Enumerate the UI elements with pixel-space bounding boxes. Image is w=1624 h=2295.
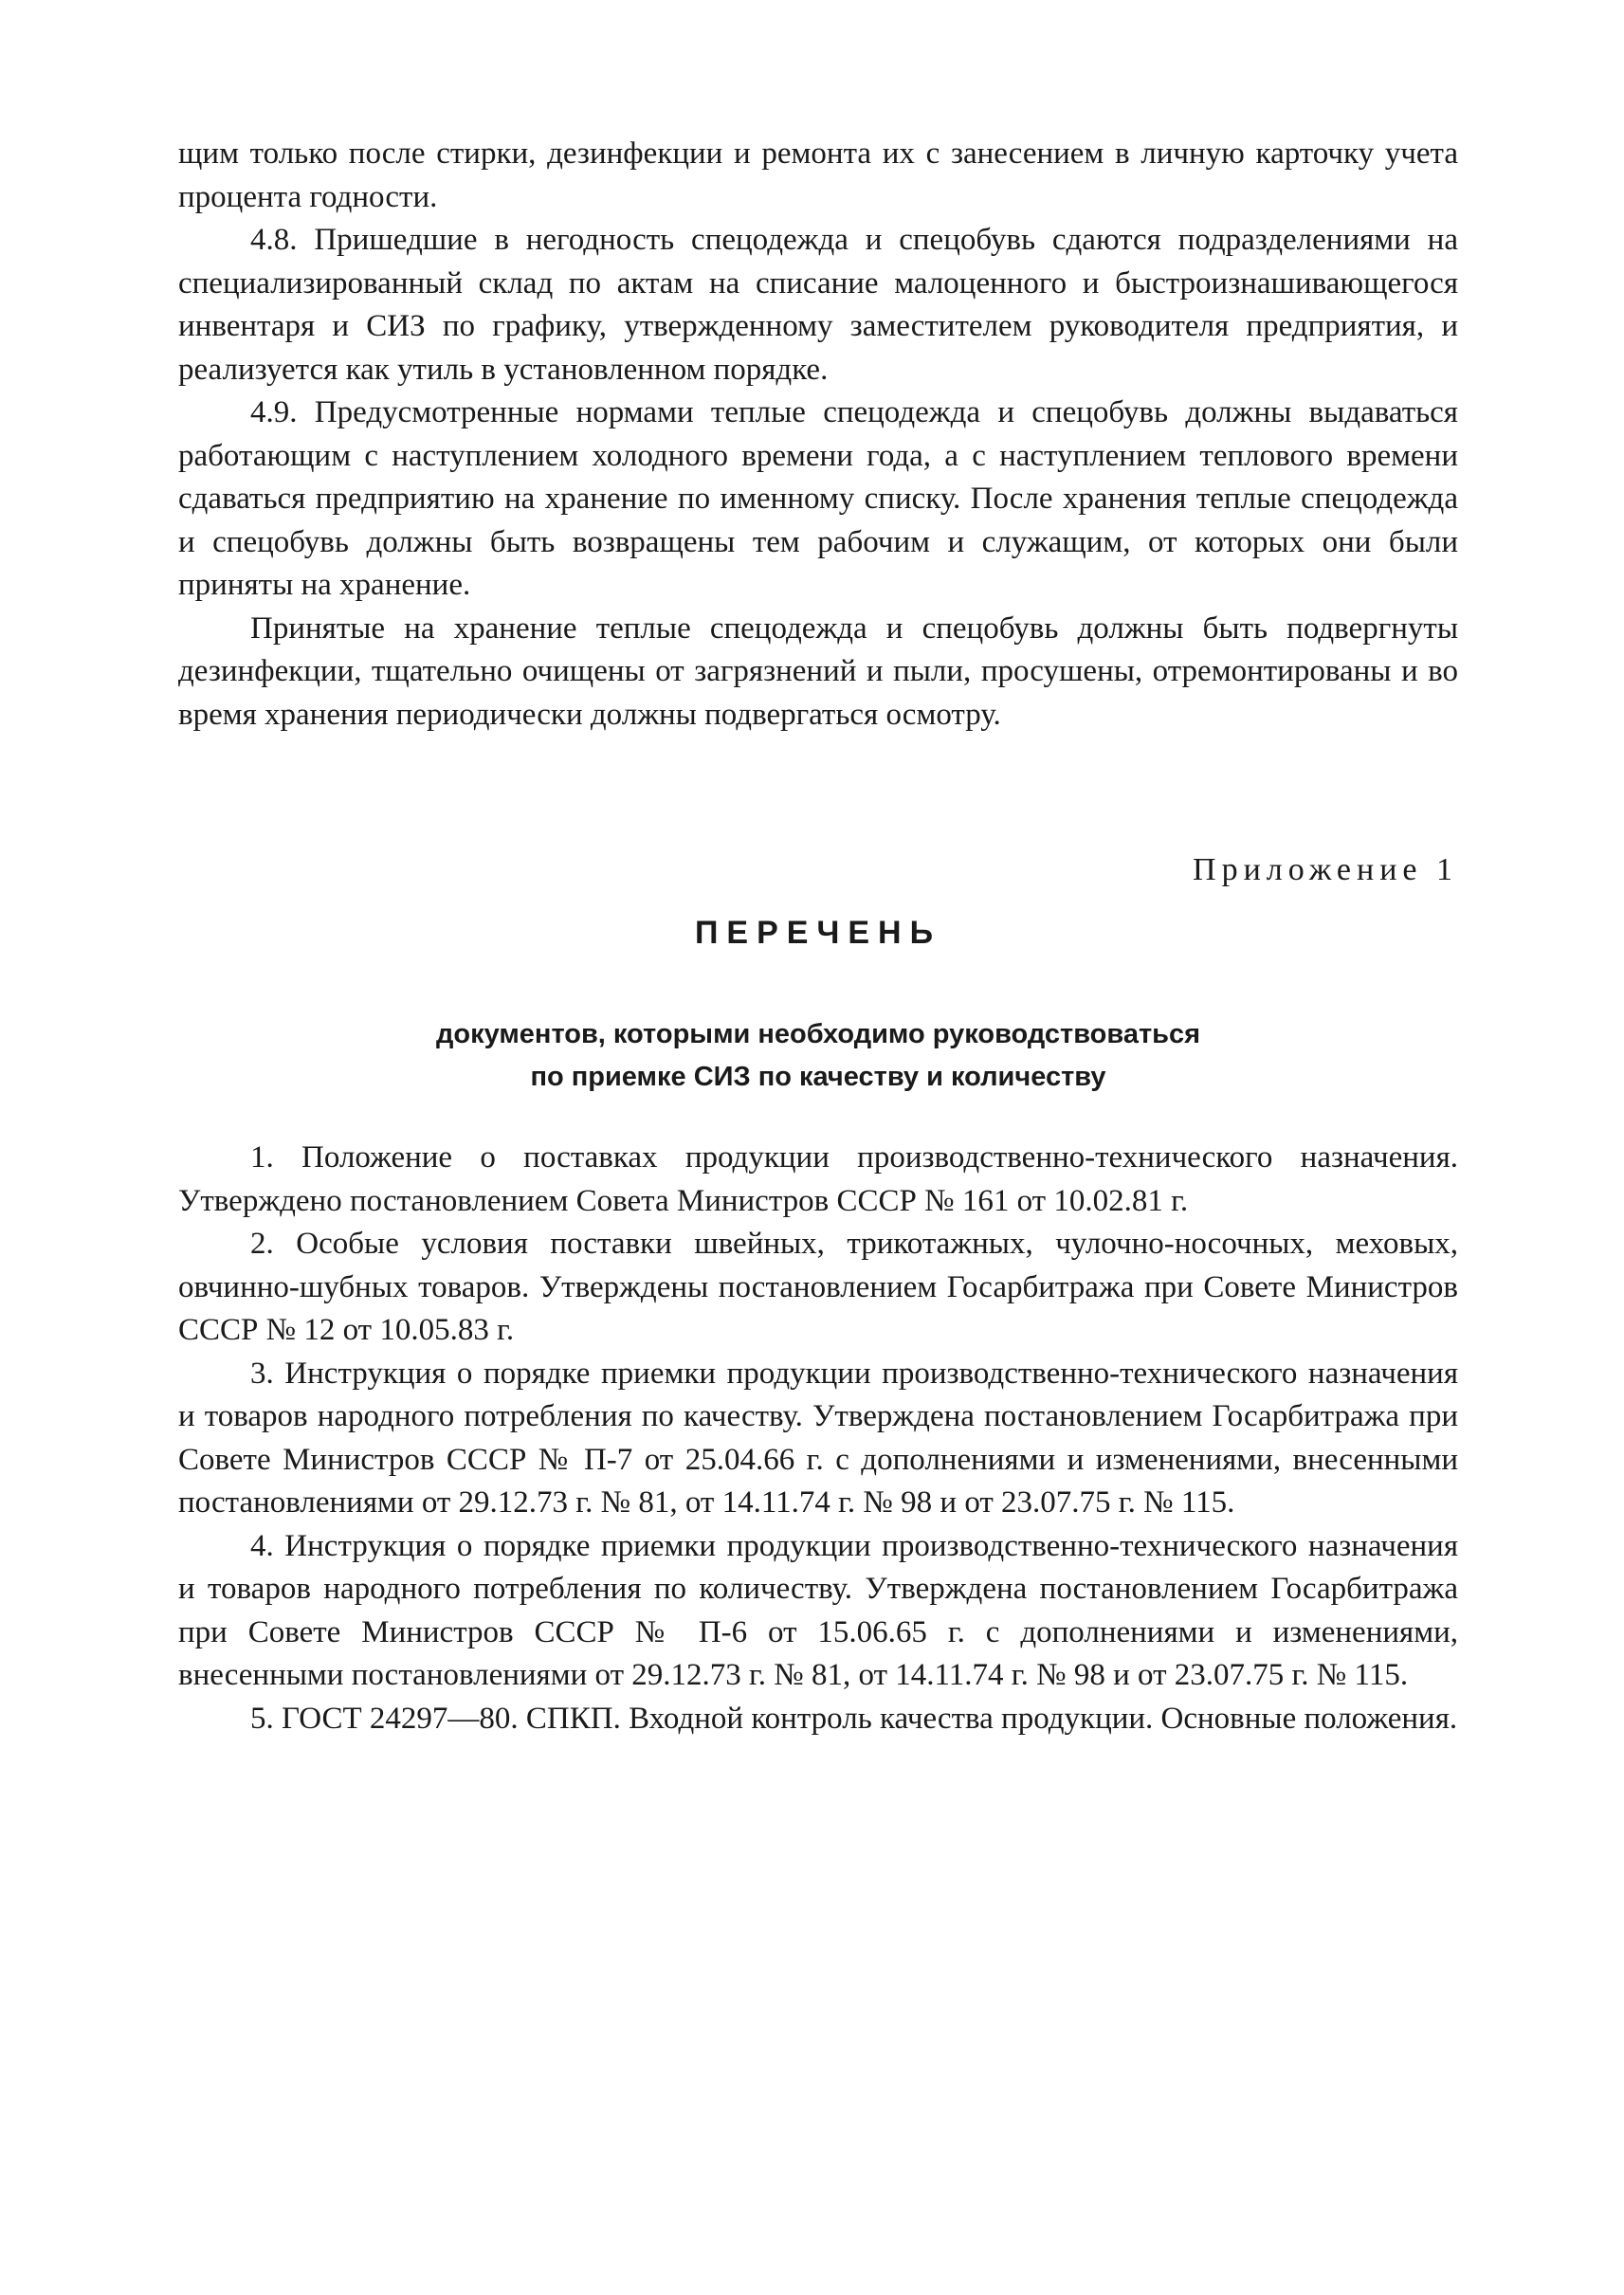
appendix-subtitle	[178, 1013, 1458, 1099]
list-item: 2. Особые условия поставки швейных, трикотажных, чулочно-носочных, меховых, овчинно-шубных товаров. Утверждены постановлением Госарбитража при Совете Министров СССР № 12 от 10.05.83 г.	[178, 1227, 1458, 1347]
paragraph-4-9: 4.9. Предусмотренные нормами теплые спецодежда и спецобувь должны выдаваться работающим с наступлением холодного времени года, а с наступлением теплового времени сдаваться предприятию на хранение по именному списку. После хранения теплые спецодежда и спецобувь должны быть возвращены тем рабочим и служащим, от которых они были приняты на хранение.	[178, 395, 1458, 602]
paragraph-continuation: щим только после стирки, дезинфекции и ремонта их с занесением в личную карточку учета процента годности.	[178, 137, 1458, 214]
list-item: 3. Инструкция о порядке приемки продукции производственно-технического назначения и товаров народного потребления по качеству. Утверждена постановлением Госарбитража при Совете Министров СССР № П-7 от 25.04.66 г. с дополнениями и изменениями, внесенными постановлениями от 29.12.73 г. № 81, от 14.11.74 г. № 98 и от 23.07.75 г. № 115.	[178, 1356, 1458, 1520]
appendix-subtitle-line-1: документов, которыми необходимо руководствоваться	[435, 1019, 1201, 1049]
paragraph-storage: Принятые на хранение теплые спецодежда и спецобувь должны быть подвергнуты дезинфекции, тщательно очищены от загрязнений и пыли, просушены, отремонтированы и во время хранения периодически должны подвергаться осмотру.	[178, 610, 1458, 732]
document-page	[178, 133, 1458, 1740]
list-item: 4. Инструкция о порядке приемки продукции производственно-технического назначения и товаров народного потребления по количеству. Утверждена постановлением Госарбитража при Совете Министров СССР № П-6 от 15.06.65 г. с дополнениями и изменениями, внесенными постановлениями от 29.12.73 г. № 81, от 14.11.74 г. № 98 и от 23.07.75 г. № 115.	[178, 1528, 1458, 1692]
list-item: 5. ГОСТ 24297—80. СПКП. Входной контроль качества продукции. Основные положения.	[250, 1701, 1458, 1736]
paragraph-4-8: 4.8. Пришедшие в негодность спецодежда и спецобувь сдаются подразделениями на специализированный склад по актам на списание малоценного и быстроизнашивающегося инвентаря и СИЗ по графику, утвержденному заместителем руководителя предприятия, и реализуется как утиль в установленном порядке.	[178, 223, 1458, 387]
appendix-title: ПЕРЕЧЕНЬ	[694, 915, 942, 951]
document-list	[178, 1137, 1458, 1740]
appendix-subtitle-line-2: по приемке СИЗ по качеству и количеству	[530, 1062, 1106, 1092]
list-item: 1. Положение о поставках продукции производственно-технического назначения. Утверждено постановлением Совета Министров СССР № 161 от 10.02.81 г.	[178, 1140, 1458, 1218]
appendix-label: Приложение 1	[1193, 852, 1458, 887]
